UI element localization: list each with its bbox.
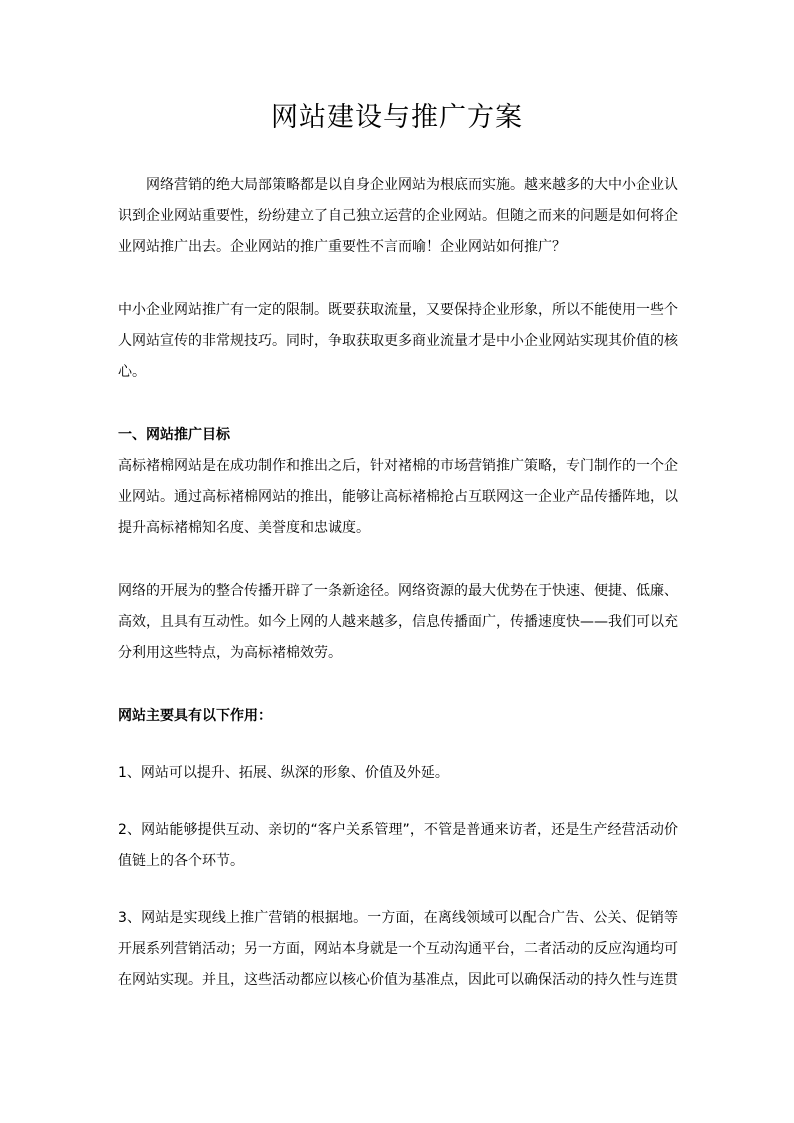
paragraph-spacer <box>118 669 678 701</box>
function-item-1: 1、网站可以提升、拓展、纵深的形象、价值及外延。 <box>118 765 449 781</box>
document-body <box>118 170 678 996</box>
paragraph-spacer <box>118 732 678 758</box>
paragraph-spacer <box>118 877 678 903</box>
paragraph-spacer <box>118 789 678 815</box>
paragraph-spacer <box>118 263 678 295</box>
intro-paragraph-2: 中小企业网站推广有一定的限制。既要获取流量，又要保持企业形象，所以不能使用一些个人网站宣传的非常规技巧。同时，争取获取更多商业流量才是中小企业网站实现其价值的核心。 <box>118 302 678 380</box>
page-title: 网站建设与推广方案 <box>271 102 523 133</box>
functions-heading: 网站主要具有以下作用： <box>118 708 272 724</box>
paragraph-spacer <box>118 544 678 576</box>
section-paragraph-1: 高标褚棉网站是在成功制作和推出之后，针对褚棉的市场营销推广策略，专门制作的一个企业网站。通过高标褚棉网站的推出，能够让高标褚棉抢占互联网这一企业产品传播阵地，以提升高标褚棉知名度、美誉度和忠诚度。 <box>118 458 678 536</box>
function-item-2: 2、网站能够提供互动、亲切的“客户关系管理”，不管是普通来访者，还是生产经营活动价值链上的各个环节。 <box>118 822 678 869</box>
section-paragraph-2: 网络的开展为的整合传播开辟了一条新途径。网络资源的最大优势在于快速、便捷、低廉、高效，且具有互动性。如今上网的人越来越多，信息传播面广，传播速度快——我们可以充分利用这些特点，为高标褚棉效劳。 <box>118 583 678 661</box>
section-heading: 一、网站推广目标 <box>118 427 230 443</box>
intro-paragraph-1: 网络营销的绝大局部策略都是以自身企业网站为根底而实施。越来越多的大中小企业认识到企业网站重要性，纷纷建立了自己独立运营的企业网站。但随之而来的问题是如何将企业网站推广出去。企业网站的推广重要性不言而喻！企业网站如何推广？ <box>118 177 678 255</box>
paragraph-spacer <box>118 388 678 420</box>
function-item-3: 3、网站是实现线上推广营销的根据地。一方面，在离线领域可以配合广告、公关、促销等开展系列营销活动；另一方面，网站本身就是一个互动沟通平台，二者活动的反应沟通均可在网站实现。并且，这些活动都应以核心价值为基准点，因此可以确保活动的持久性与连贯 <box>118 910 678 988</box>
